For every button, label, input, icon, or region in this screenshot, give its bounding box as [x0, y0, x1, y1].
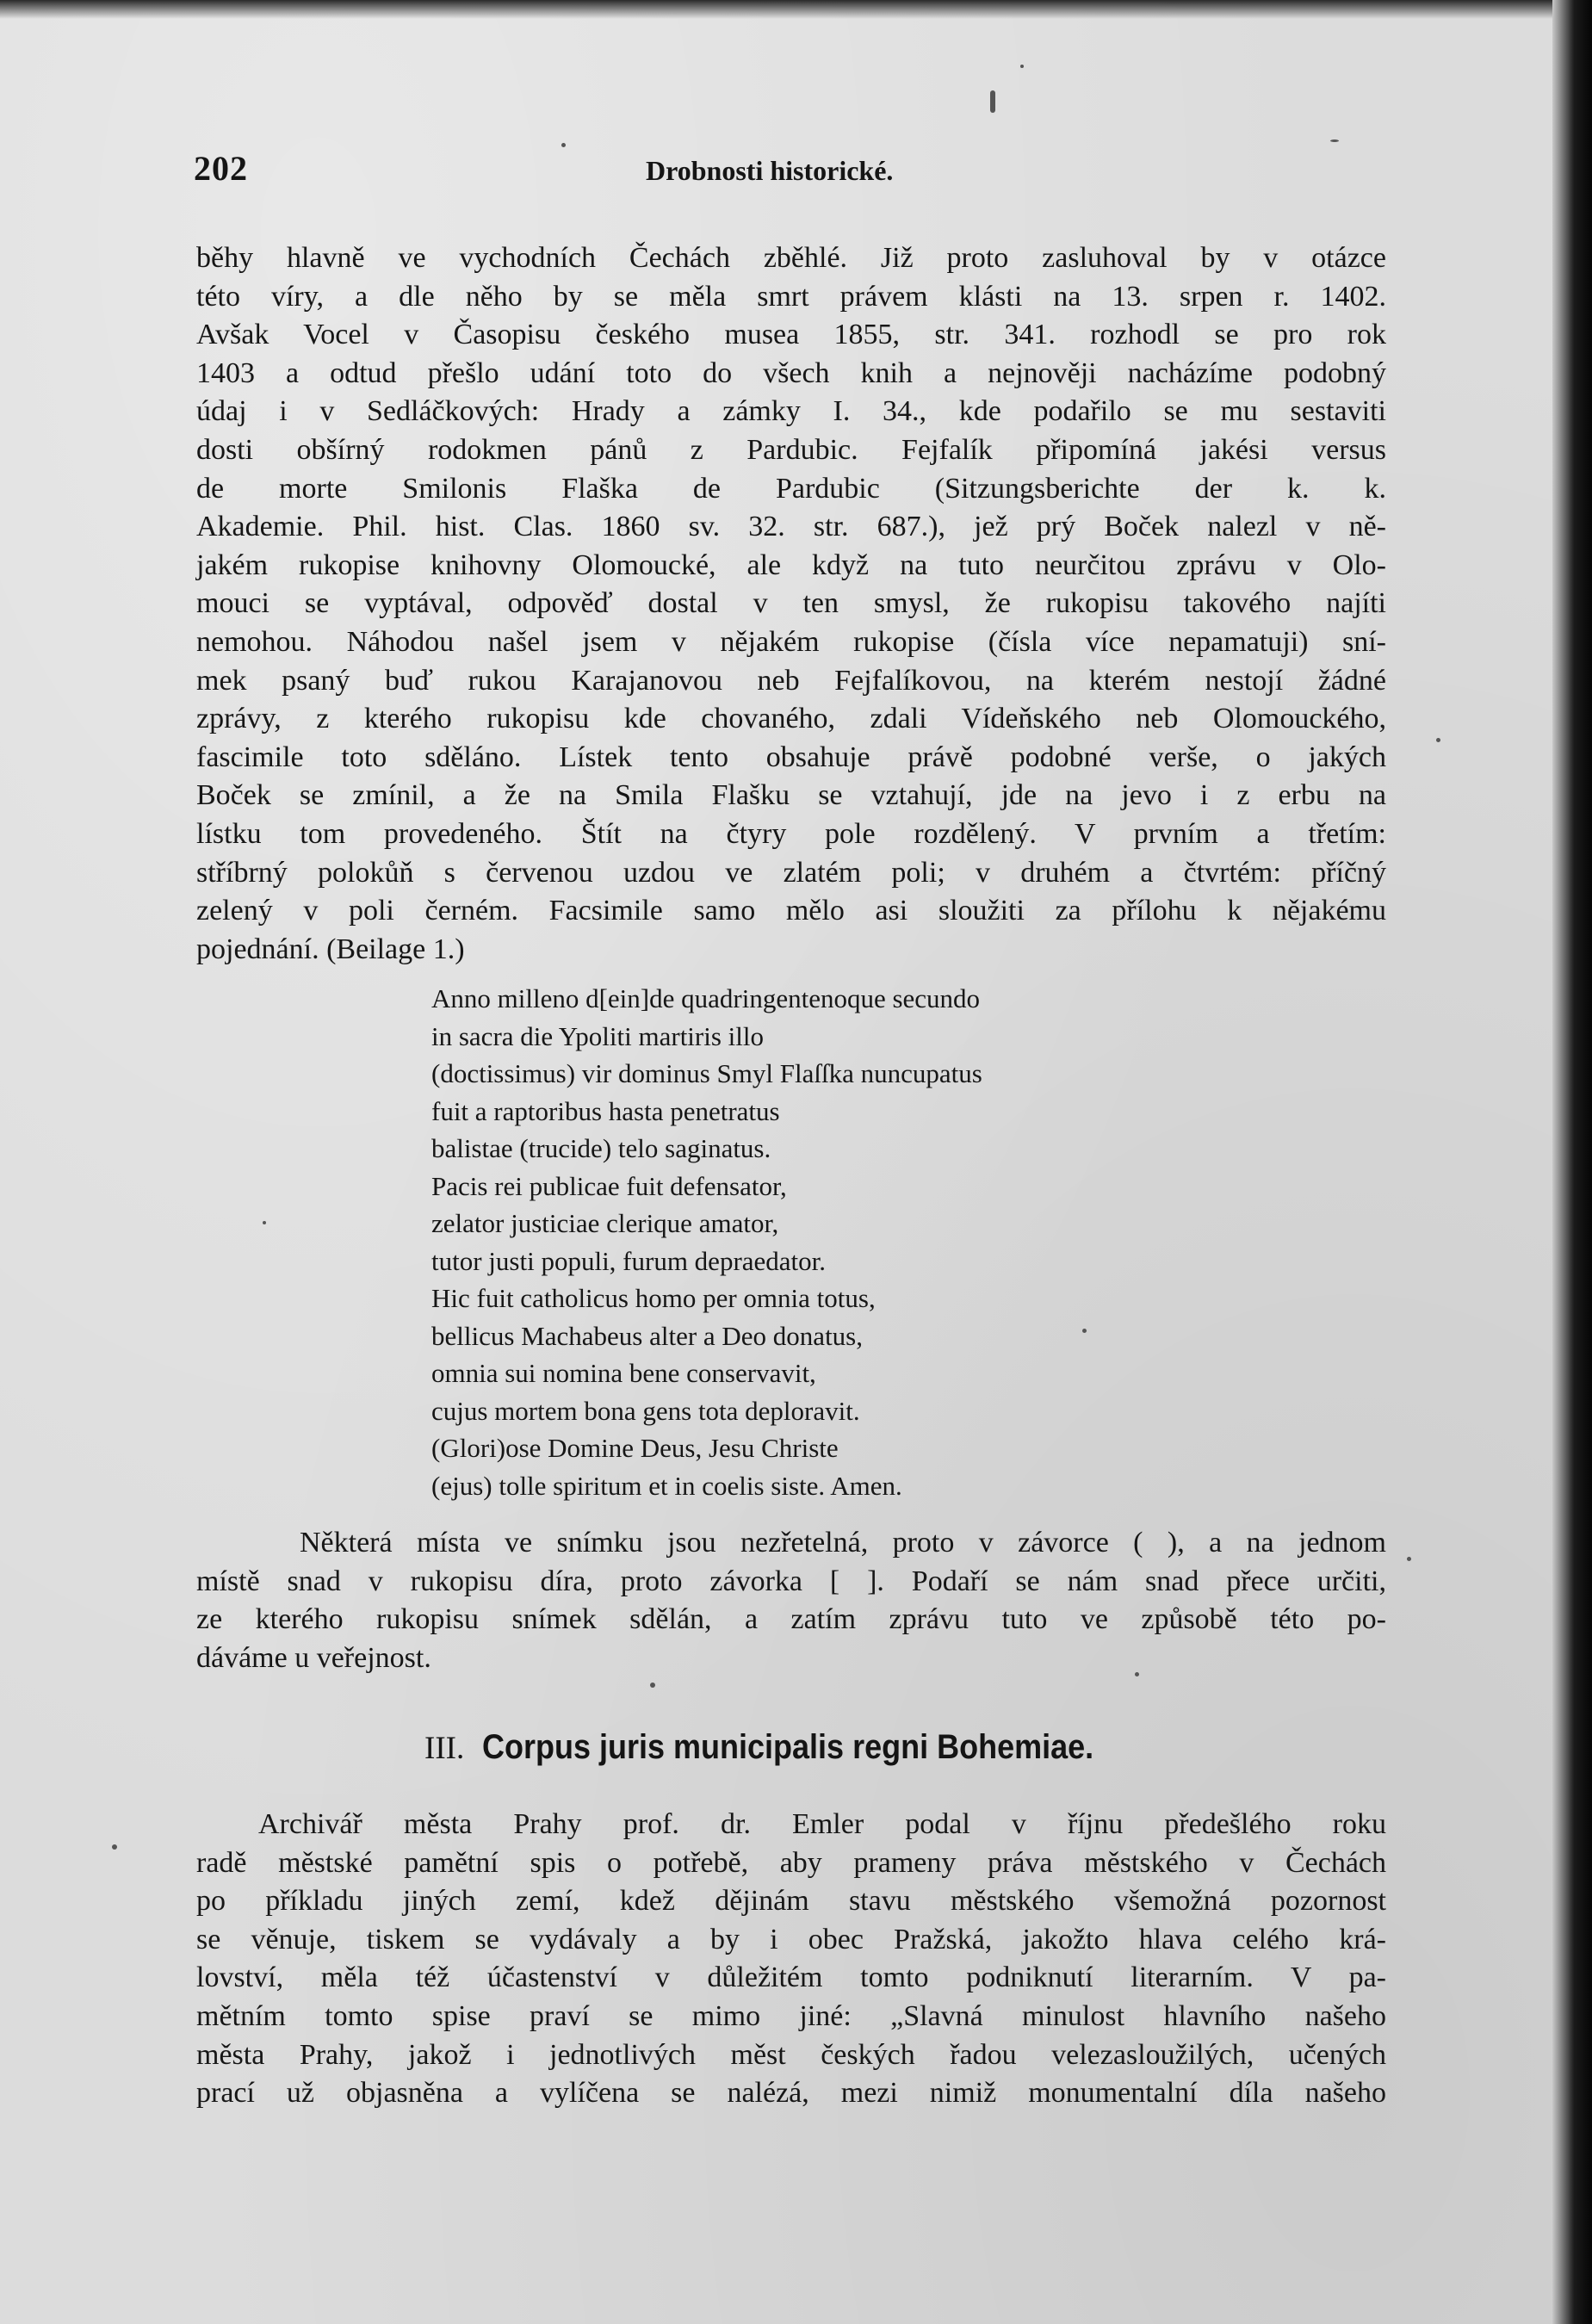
running-title: Drobnosti historické. — [646, 155, 894, 186]
text-line: města Prahy, jakož i jednotlivých měst českých řadou velezasloužilých, učených — [196, 2038, 1386, 2071]
scan-speck — [990, 90, 995, 113]
paragraph-1 — [196, 239, 1386, 969]
section-title: Corpus juris municipalis regni Bohemiae. — [482, 1728, 1094, 1766]
text-line: jakém rukopise knihovny Olomoucké, ale když na tuto neurčitou zprávu v Olo- — [196, 548, 1386, 581]
scan-speck — [1436, 738, 1440, 742]
poem-verse: bellicus Machabeus alter a Deo donatus, — [431, 1320, 863, 1351]
text-line: fascimile toto sděláno. Lístek tento obsahuje právě podobné verše, o jakých — [196, 741, 1386, 773]
text-line: Archivář města Prahy prof. dr. Emler podal v říjnu předešlého roku — [258, 1808, 1386, 1840]
scan-top-edge — [0, 0, 1592, 19]
poem-verse: (doctissimus) vir dominus Smyl Flaſſka nuncupatus — [431, 1058, 982, 1088]
scan-speck — [1330, 139, 1339, 142]
scan-speck — [263, 1221, 266, 1224]
text-line: radě městské pamětní spis o potřebě, aby prameny práva městského v Čechách — [196, 1846, 1386, 1879]
text-line: zprávy, z kterého rukopisu kde chovaného, zdali Vídeňského neb Olomouckého, — [196, 703, 1386, 735]
text-line: místě snad v rukopisu díra, proto závorka [ ]. Podaří se nám snad přece určiti, — [196, 1565, 1386, 1597]
text-line: ze kterého rukopisu snímek sdělán, a zatím zprávu tuto ve způsobě této po- — [196, 1603, 1386, 1636]
poem-verse: in sacra die Ypoliti martiris illo — [431, 1020, 765, 1051]
text-line: lístku tom provedeného. Štít na čtyry pole rozdělený. V prvním a třetím: — [196, 817, 1386, 850]
paragraph-2 — [196, 1524, 1386, 1677]
text-line: po příkladu jiných zemí, kdež dějinám stavu městského všemožná pozornost — [196, 1885, 1386, 1918]
text-line: stříbrný polokůň s červenou uzdou ve zlatém poli; v druhém a čtvrtém: příčný — [196, 856, 1386, 889]
latin-poem — [431, 980, 1206, 1504]
poem-verse: zelator justiciae clerique amator, — [431, 1208, 779, 1238]
text-line: de morte Smilonis Flaška de Pardubic (Sitzungsberichte der k. k. — [196, 472, 1386, 505]
text-line: dáváme u veřejnost. — [196, 1641, 431, 1674]
text-line: této víry, a dle něho by se měla smrt právem klásti na 13. srpen r. 1402. — [196, 280, 1386, 313]
page-header — [194, 148, 1382, 191]
text-line: údaj i v Sedláčkových: Hrady a zámky I. 34., kde podařilo se mu sestaviti — [196, 395, 1386, 428]
text-line: nemohou. Náhodou našel jsem v nějakém rukopise (čísla více nepamatuji) sní- — [196, 625, 1386, 658]
poem-verse: omnia sui nomina bene conservavit, — [431, 1358, 816, 1388]
scan-speck — [561, 143, 566, 147]
poem-verse: Hic fuit catholicus homo per omnia totus, — [431, 1283, 876, 1313]
text-line: Některá místa ve snímku jsou nezřetelná, proto v závorce ( ), a na jednom — [300, 1527, 1386, 1559]
scan-right-edge — [1552, 0, 1592, 2324]
scan-speck — [1082, 1329, 1087, 1333]
text-line: Akademie. Phil. hist. Clas. 1860 sv. 32. str. 687.), jež prý Boček nalezl v ně- — [196, 511, 1386, 543]
paragraph-3 — [196, 1806, 1386, 2113]
scan-speck — [1407, 1557, 1411, 1561]
poem-verse: fuit a raptoribus hasta penetratus — [431, 1095, 780, 1126]
poem-verse: Anno milleno d[ein]de quadringentenoque secundo — [431, 983, 981, 1013]
section-number: III. — [424, 1731, 465, 1766]
poem-verse: Pacis rei publicae fuit defensator, — [431, 1170, 787, 1201]
scan-speck — [1020, 65, 1024, 68]
page-number: 202 — [194, 149, 248, 188]
text-line: Boček se zmínil, a že na Smila Flašku se vztahují, jde na jevo i z erbu na — [196, 779, 1386, 812]
section-heading — [424, 1728, 1285, 1767]
scan-speck — [112, 1844, 117, 1850]
text-line: Avšak Vocel v Časopisu českého musea 1855, str. 341. rozhodl se pro rok — [196, 319, 1386, 351]
text-line: pojednání. (Beilage 1.) — [196, 933, 465, 965]
poem-verse: cujus mortem bona gens tota deploravit. — [431, 1395, 860, 1426]
poem-verse: (ejus) tolle spiritum et in coelis siste. Amen. — [431, 1470, 902, 1501]
text-line: mek psaný buď rukou Karajanovou neb Fejfalíkovou, na kterém nestojí žádné — [196, 664, 1386, 697]
text-line: mouci se vyptával, odpověď dostal v ten smysl, že rukopisu takového najíti — [196, 587, 1386, 620]
scan-speck — [1135, 1672, 1139, 1676]
text-line: 1403 a odtud přešlo udání toto do všech knih a nejnověji nacházíme podobný — [196, 356, 1386, 389]
text-line: lovství, měla též účastenství v důležitém tomto podniknutí literarním. V pa- — [196, 1961, 1386, 1994]
text-line: dosti obšírný rodokmen pánů z Pardubic. Fejfalík připomíná jakési versus — [196, 433, 1386, 466]
text-line: běhy hlavně ve vychodních Čechách zběhlé. Již proto zasluhoval by v otázce — [196, 242, 1386, 274]
scan-speck — [650, 1683, 655, 1688]
text-line: zelený v poli černém. Facsimile samo mělo asi sloužiti za přílohu k nějakému — [196, 895, 1386, 927]
text-line: mětním tomto spise praví se mimo jiné: „Slavná minulost hlavního našeho — [196, 1999, 1386, 2032]
text-line: prací už objasněna a vylíčena se nalézá, mezi nimiž monumentalní díla našeho — [196, 2077, 1386, 2110]
poem-verse: tutor justi populi, furum depraedator. — [431, 1245, 827, 1276]
poem-verse: balistae (trucide) telo saginatus. — [431, 1133, 771, 1163]
poem-verse: (Glori)ose Domine Deus, Jesu Christe — [431, 1433, 839, 1463]
text-line: se věnuje, tiskem se vydávaly a by i obec Pražská, jakožto hlava celého krá- — [196, 1923, 1386, 1955]
